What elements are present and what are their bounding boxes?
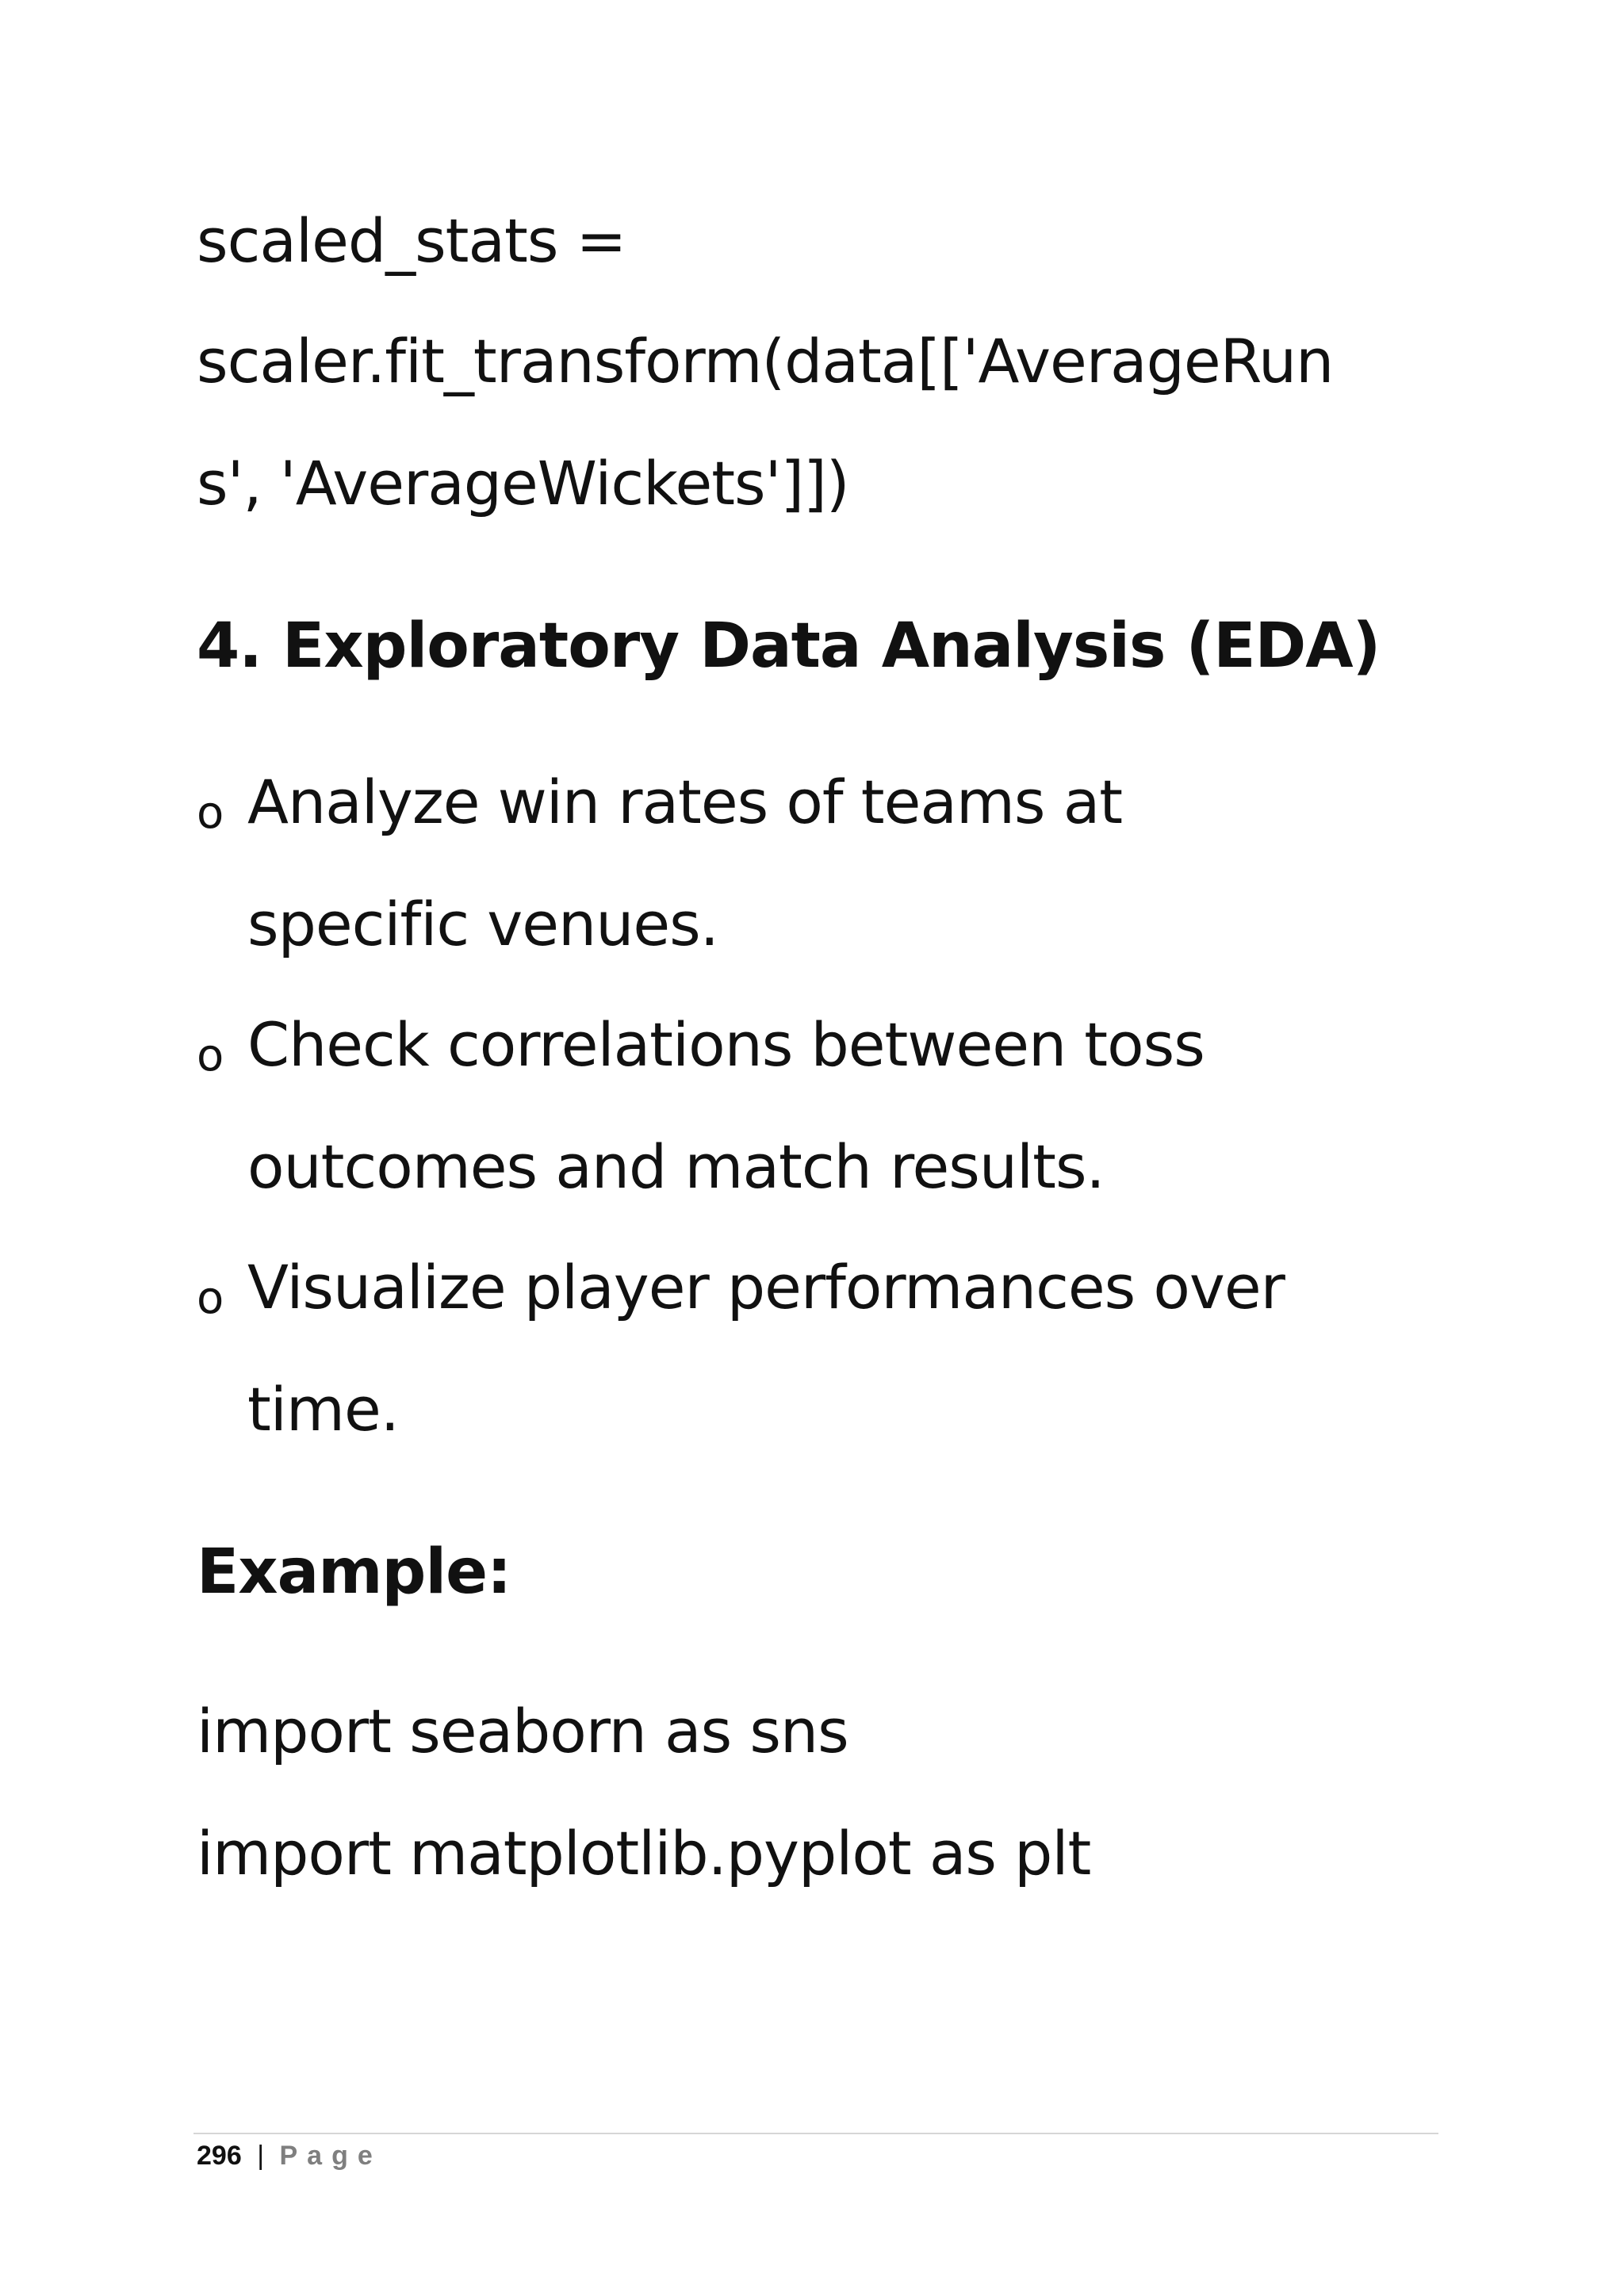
code-line: scaler.fit_transform(data[['AverageRun: [197, 326, 1334, 396]
footer-separator: |: [257, 2141, 265, 2171]
footer-divider: [193, 2133, 1438, 2134]
code-line: s', 'AverageWickets']]): [197, 448, 849, 519]
bullet-marker: o: [197, 787, 224, 839]
bullet-item-text: time.: [247, 1374, 399, 1445]
bullet-marker: o: [197, 1030, 224, 1081]
bullet-item-text: specific venues.: [247, 889, 718, 959]
page-number: 296: [197, 2141, 242, 2171]
code-line: import matplotlib.pyplot as plt: [197, 1818, 1091, 1888]
code-line: scaled_stats =: [197, 205, 626, 276]
page-label: Page: [279, 2141, 382, 2171]
page-footer: [197, 2142, 382, 2169]
bullet-item-text: Visualize player performances over: [247, 1252, 1285, 1322]
bullet-item-text: outcomes and match results.: [247, 1131, 1105, 1202]
example-label: Example:: [197, 1536, 511, 1608]
code-line: import seaborn as sns: [197, 1696, 848, 1766]
bullet-item-text: Check correlations between toss: [247, 1009, 1205, 1080]
section-heading: 4. Exploratory Data Analysis (EDA): [197, 610, 1381, 682]
bullet-item-text: Analyze win rates of teams at: [247, 767, 1123, 837]
bullet-marker: o: [197, 1272, 224, 1324]
